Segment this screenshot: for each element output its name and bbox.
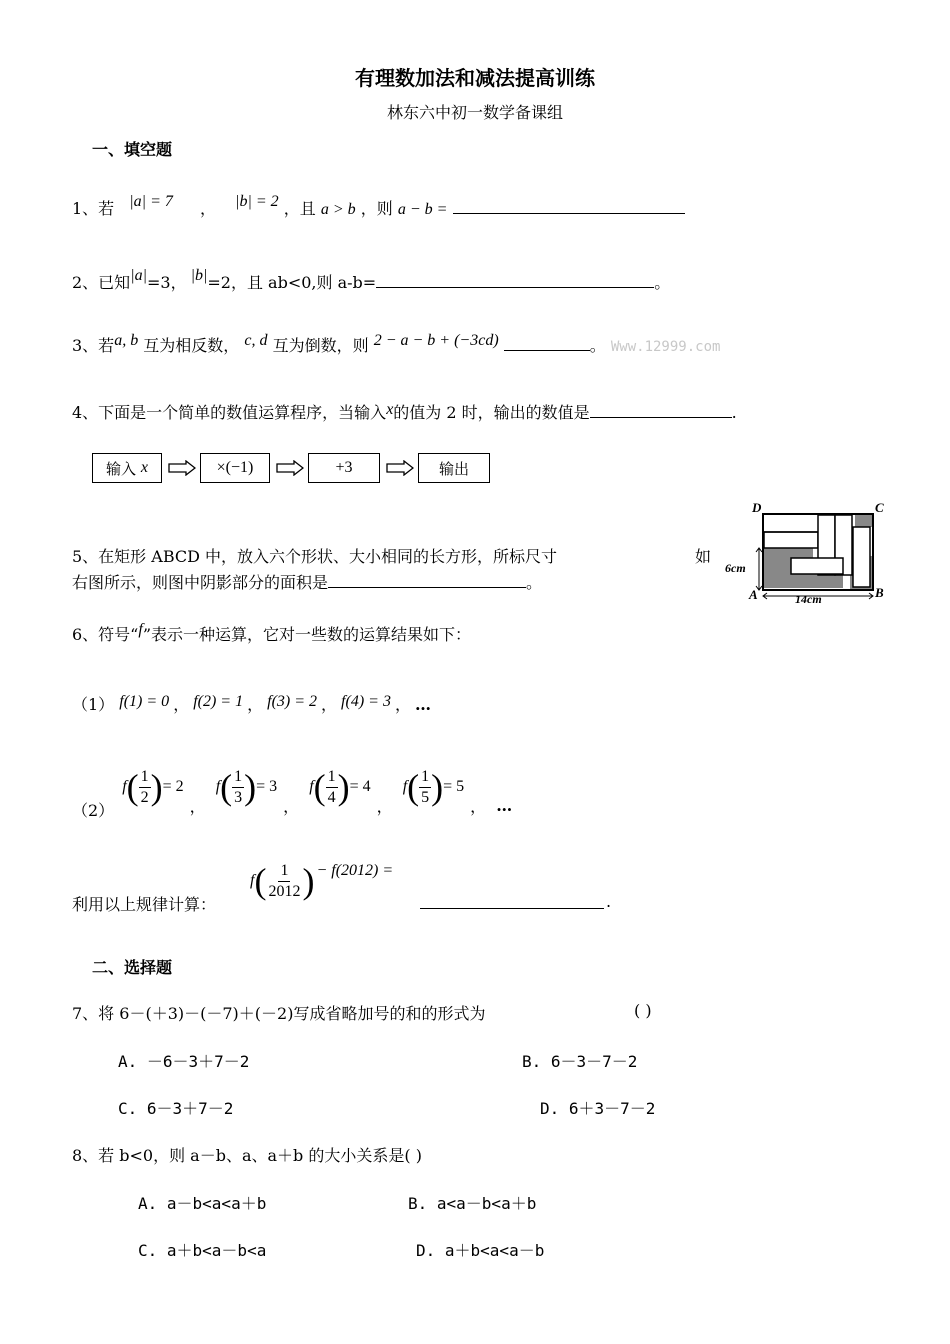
question-2 (72, 267, 671, 293)
question-3 (72, 333, 720, 356)
q3-answer-blank[interactable] (504, 334, 590, 351)
q1-abs-a: |a| = 7 (129, 193, 173, 210)
q6-separator: ， (321, 695, 338, 714)
question-8 (72, 1143, 422, 1166)
q5-text-2: 右图所示，则图中阴影部分的面积是 (72, 573, 329, 592)
q6-part-2-item: f ( $\frac{1}{4}$ ) = 4 (309, 767, 371, 807)
q6-fraction-value: = 5 (443, 778, 465, 795)
flow-add-label: +3 (335, 459, 353, 476)
q8-option-a[interactable]: A. a－b<a<a＋b (138, 1194, 267, 1213)
q8-stem: 8、若 b<0，则 a－b、a、a＋b 的大小关系是( ) (72, 1146, 422, 1165)
question-7 (72, 1001, 485, 1024)
q8-option-b[interactable]: B. a<a－b<a＋b (408, 1194, 537, 1213)
arrow-right-icon (386, 460, 414, 476)
q6-answer-blank[interactable] (420, 892, 604, 909)
q7-answer-paren[interactable]: ( ) (634, 1001, 652, 1020)
q3-text-reciprocal: 互为倒数，则 (272, 336, 369, 355)
q6-part-1-item: f(3) = 2 (267, 693, 318, 710)
arrow-right-icon (276, 460, 304, 476)
small-rectangle (853, 527, 870, 587)
q5-end: 。 (526, 573, 543, 592)
section-fill-blank: 一、填空题 (92, 140, 173, 159)
q1-condition: a > b (320, 201, 356, 218)
flow-input-var: x (140, 459, 148, 476)
q6-part-1-item: f(2) = 1 (193, 693, 244, 710)
q7-stem: 7、将 6－(＋3)－(－7)＋(－2)写成省略加号的和的形式为 (72, 1004, 486, 1023)
page-title: 有理数加法和减法提高训练 (355, 66, 595, 90)
q6-part-1-label: （1） (72, 695, 115, 714)
question-5-line-2 (72, 570, 542, 593)
watermark: Www.12999.com (610, 339, 721, 355)
q7-option-c[interactable]: C. 6－3＋7－2 (118, 1099, 234, 1118)
q6-symbol-f: f (138, 621, 143, 638)
q4-end: . (731, 403, 737, 422)
q6-part-2-item: f ( $\frac{1}{2}$ ) = 2 (122, 767, 184, 807)
q6-separator: ， (247, 695, 264, 714)
q2-answer-blank[interactable] (376, 271, 654, 288)
figure-label-d: D (752, 500, 762, 515)
q4-text-output: 的值为 2 时，输出的数值是 (393, 403, 590, 422)
q6-calc-denominator: 2012 (268, 882, 301, 900)
q6-fraction-denominator: 2 (140, 788, 149, 806)
q6-fraction-denominator: 5 (421, 788, 430, 806)
q6-part-2-item: f ( $\frac{1}{5}$ ) = 5 (402, 767, 465, 807)
page-subtitle: 林东六中初一数学备课组 (386, 103, 563, 122)
q6-intro: 6、符号“ (72, 625, 139, 644)
section-multiple-choice: 二、选择题 (92, 958, 173, 977)
q1-text-and: ，且 (283, 199, 316, 218)
q3-expression: 2 − a − b + (−3cd) (373, 332, 499, 349)
question-4 (72, 400, 737, 423)
q2-value-b: =2，且 ab<0,则 a-b= (207, 273, 377, 292)
question-1 (72, 193, 685, 219)
q1-text-then: ，则 (360, 199, 393, 218)
flow-box-input (92, 453, 162, 483)
q8-option-c[interactable]: C. a＋b<a－b<a (138, 1241, 267, 1260)
q2-text: 2、已知 (72, 273, 131, 292)
q6-calc-numerator: 1 (278, 861, 290, 882)
q3-text-opposite: 互为相反数， (143, 336, 240, 355)
q6-part-1-item: f(4) = 3 (341, 693, 391, 710)
flow-box-output (418, 453, 490, 483)
q2-abs-a: |a| (130, 267, 147, 284)
figure-label-b: B (875, 585, 884, 600)
q7-option-a[interactable]: A. －6－3＋7－2 (118, 1052, 250, 1071)
q1-expression: a − b = (397, 201, 448, 218)
q2-abs-b: |b| (190, 267, 208, 284)
q6-ellipsis: … (414, 695, 431, 714)
q6-part-1 (72, 692, 431, 715)
q3-var-ab: a, b (114, 332, 139, 349)
rectangle-figure (725, 496, 895, 606)
flow-multiply-label: ×(−1) (216, 459, 254, 476)
q6-separator: ， (470, 796, 487, 816)
figure-width-label: 14cm (795, 592, 822, 606)
q4-text: 4、下面是一个简单的数值运算程序，当输入 (72, 403, 387, 422)
q6-fraction-value: = 3 (256, 778, 278, 795)
q1-number: 1、若 (72, 199, 115, 218)
q6-separator: ， (283, 796, 300, 816)
q3-text: 3、若 (72, 336, 115, 355)
shaded-region (855, 515, 872, 527)
q6-calc-label: 利用以上规律计算： (72, 895, 217, 914)
flow-input-label: 输入 (106, 459, 137, 478)
q6-calc-rest: − f(2012) = (316, 862, 394, 879)
q4-answer-blank[interactable] (590, 401, 732, 418)
q6-separator: ， (173, 695, 190, 714)
question-6 (72, 622, 471, 645)
q6-part-2-label: （2） (72, 800, 115, 820)
q6-separator: ， (189, 796, 206, 816)
q5-text-1: 5、在矩形 ABCD 中，放入六个形状、大小相同的长方形，所标尺寸 (72, 547, 558, 566)
arrow-right-icon (168, 460, 196, 476)
q1-answer-blank[interactable] (453, 197, 685, 214)
q1-comma: ， (199, 199, 216, 218)
q6-fraction-value: = 4 (349, 778, 371, 795)
q6-fraction-value: = 2 (162, 778, 184, 795)
flow-box-multiply (200, 453, 270, 483)
q6-separator: ， (376, 796, 393, 816)
q6-calc-expression: f ( $\frac{1}{2012}$ ) − f(2012) = (250, 861, 394, 901)
q6-part-2 (72, 757, 513, 820)
q5-answer-blank[interactable] (328, 571, 526, 588)
q6-part-2-item: f ( $\frac{1}{3}$ ) = 3 (215, 767, 278, 807)
q6-part-1-item: f(1) = 0 (119, 693, 170, 710)
q1-abs-b: |b| = 2 (235, 193, 279, 210)
flow-output-label: 输出 (438, 459, 469, 478)
q4-var-x: x (386, 401, 394, 418)
figure-height-label: 6cm (725, 561, 746, 575)
q6-fraction-denominator: 3 (234, 788, 243, 806)
figure-label-a: A (749, 587, 758, 602)
q7-option-b[interactable]: B. 6－3－7－2 (522, 1052, 638, 1071)
q6-intro-end: ”表示一种运算，它对一些数的运算结果如下： (142, 625, 472, 644)
small-rectangle (791, 558, 843, 574)
q6-ellipsis: … (496, 795, 513, 815)
q3-end: 。 (589, 336, 606, 355)
figure-label-c: C (875, 500, 884, 515)
q8-option-d[interactable]: D. a＋b<a<a－b (416, 1241, 545, 1260)
q2-end: 。 (654, 273, 671, 292)
q2-value-a: =3， (146, 273, 187, 292)
flow-box-add (308, 453, 380, 483)
question-5-line-1 (72, 544, 557, 567)
q6-fraction-denominator: 4 (327, 788, 336, 806)
q5-line-1-end: 如 (695, 547, 712, 566)
small-rectangle (764, 532, 818, 548)
q3-var-cd: c, d (244, 332, 268, 349)
q6-end: . (606, 892, 612, 911)
q7-option-d[interactable]: D. 6＋3－7－2 (540, 1099, 656, 1118)
q6-separator: ， (394, 695, 411, 714)
